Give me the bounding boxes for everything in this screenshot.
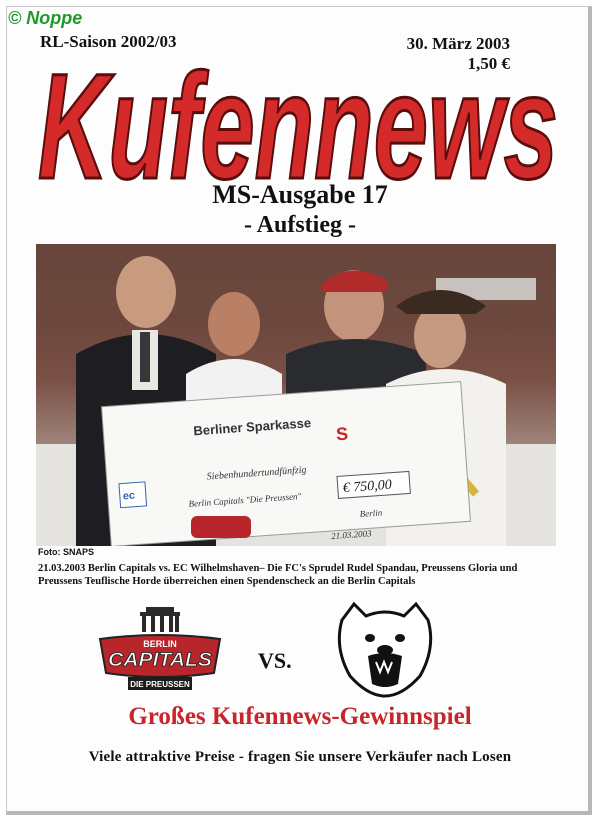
svg-text:Berlin: Berlin bbox=[359, 507, 383, 519]
svg-text:DIE PREUSSEN: DIE PREUSSEN bbox=[130, 680, 190, 689]
issue-number: MS-Ausgabe 17 bbox=[212, 180, 388, 209]
svg-text:Berliner Sparkasse: Berliner Sparkasse bbox=[192, 415, 312, 439]
season-label: RL-Saison 2002/03 bbox=[40, 32, 177, 51]
photo-caption: 21.03.2003 Berlin Capitals vs. EC Wilhelmshaven– Die FC's Sprudel Rudel Spandau, Preussens Gloria und Preussens Teuflische Horde überreichen einen Spendenscheck an die Berlin Capitals bbox=[38, 563, 518, 587]
issue-theme: - Aufstieg - bbox=[244, 212, 356, 238]
promo-text: Viele attraktive Preise - fragen Sie unsere Verkäufer nach Losen bbox=[88, 749, 512, 765]
svg-text:21.03.2003: 21.03.2003 bbox=[330, 528, 372, 542]
svg-text:BERLIN: BERLIN bbox=[143, 639, 177, 649]
berlin-capitals-logo bbox=[96, 603, 224, 695]
photo-credit: Foto: SNAPS bbox=[38, 547, 94, 557]
donation-check bbox=[102, 382, 471, 546]
cover-photo bbox=[36, 244, 556, 546]
issue-price: 1,50 € bbox=[467, 54, 510, 73]
polar-bear-logo bbox=[332, 598, 438, 698]
issue-date: 30. März 2003 bbox=[406, 34, 510, 53]
masthead-title: Kufennews bbox=[38, 54, 558, 204]
svg-text:Siebenhundertundfünfzig: Siebenhundertundfünfzig bbox=[206, 464, 307, 483]
svg-text:Berlin Capitals "Die Preussen": Berlin Capitals "Die Preussen" bbox=[188, 491, 302, 509]
svg-text:S: S bbox=[335, 423, 349, 445]
svg-text:ec: ec bbox=[122, 489, 136, 503]
versus-label: VS. bbox=[258, 648, 292, 673]
svg-text:CAPITALS: CAPITALS bbox=[108, 650, 213, 671]
svg-text:€ 750,00: € 750,00 bbox=[342, 477, 393, 497]
capitals-ice-logo bbox=[191, 516, 251, 538]
copyright-watermark: © Noppe bbox=[8, 8, 83, 28]
contest-headline: Großes Kufennews-Gewinnspiel bbox=[128, 703, 472, 730]
